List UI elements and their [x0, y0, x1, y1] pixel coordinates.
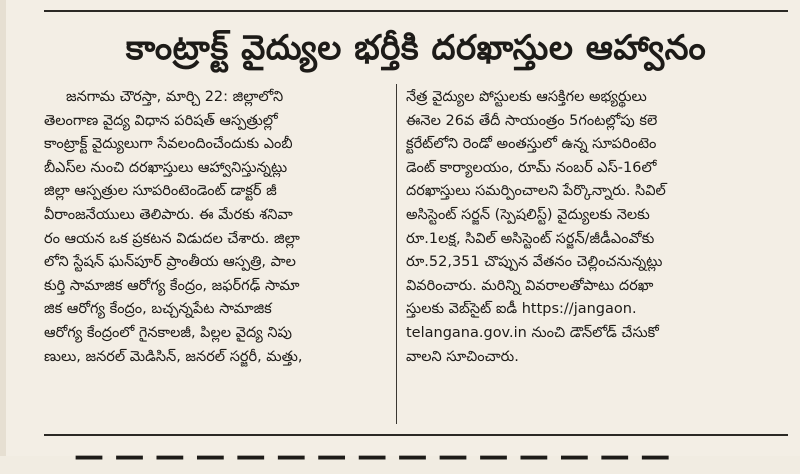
article-line: నేత్ర వైద్యుల పోస్టులకు ఆసక్తిగల అభ్యర్థులు: [406, 89, 647, 105]
article-line: దరఖాస్తులు సమర్పించాలని పేర్కొన్నారు. సివిల్: [406, 183, 666, 200]
article-line: వీరాంజనేయులు తెలిపారు. ఈ మేరకు శనివా: [44, 206, 293, 223]
article-line: కుర్తి సామాజిక ఆరోగ్య కేంద్రం, జఫర్‌గఢ్ సామా: [44, 277, 300, 294]
article-line: కాంట్రాక్ట్ వైద్యులుగా సేవలందించేందుకు ఎంబీ: [44, 136, 293, 153]
cut-off-headline: — — — — — — — — — — — — — — —: [74, 439, 671, 474]
article-line: వాలని సూచించారు.: [406, 348, 519, 365]
top-rule: [44, 10, 788, 12]
article-line: లోని స్టేషన్ ఘన్‌పూర్ ప్రాంతీయ ఆస్పత్రి, పాల: [44, 254, 296, 271]
article-column-right: [406, 86, 746, 426]
article-line: జిల్లా ఆస్పత్రుల సూపరింటెండెంట్ డాక్టర్ జీ: [44, 183, 277, 200]
bottom-rule: [44, 434, 788, 436]
clipping-edge: [0, 0, 6, 456]
article-line: జనగామ చౌరస్తా, మార్చి 22: జిల్లాలోని: [66, 89, 284, 105]
article-line: telangana.gov.in నుంచి డౌన్‌లోడ్ చేసుకో: [406, 324, 659, 341]
article-line: స్తులకు వెబ్‌సైట్ ఐడీ https://jangaon.: [406, 301, 637, 318]
headline: కాంట్రాక్ట్ వైద్యుల భర్తీకి దరఖాస్తుల ఆహ్వానం: [125, 28, 707, 68]
article-line: ఆరోగ్య కేంద్రంలో గైనకాలజీ, పిల్లల వైద్య నిపు: [44, 324, 293, 341]
article-line: బీఎస్‌ల నుంచి దరఖాస్తులు ఆహ్వానిస్తున్నట్లు: [44, 159, 288, 176]
next-article-strip: [44, 432, 788, 474]
article-column-left: [44, 86, 388, 426]
article-line: ణులు, జనరల్ మెడిసిన్, జనరల్ సర్జరీ, మత్తు,: [44, 348, 303, 365]
article-line: రూ.52,351 చొప్పున వేతనం చెల్లించనున్నట్లు: [406, 254, 663, 271]
article-line: వివరించారు. మరిన్ని వివరాలతోపాటు దరఖా: [406, 277, 654, 294]
article-line: రూ.1లక్ష, సివిల్ అసిస్టెంట్ సర్జన్/జీడీఎంవోకు: [406, 230, 655, 247]
column-divider: [396, 84, 397, 424]
article-line: రం ఆయన ఒక ప్రకటన విడుదల చేశారు. జిల్లా: [44, 230, 300, 247]
article-line: జిక ఆరోగ్య కేంద్రం, బచ్చన్నపేట సామాజిక: [44, 301, 272, 318]
article-line: డెంట్ కార్యాలయం, రూమ్ నంబర్ ఎస్-16లో: [406, 159, 657, 176]
article-line: అసిస్టెంట్ సర్జన్ (స్పెషలిస్ట్) వైద్యులకు నెలకు: [406, 206, 650, 223]
article-line: ఈనెల 26వ తేదీ సాయంత్రం 5గంటల్లోపు కలె: [406, 112, 658, 129]
article-line: క్టరేట్‌లోని రెండో అంతస్తులో ఉన్న సూపరింటెం: [406, 136, 657, 153]
article-line: తెలంగాణ వైద్య విధాన పరిషత్ ఆస్పత్రుల్లో: [44, 112, 278, 129]
